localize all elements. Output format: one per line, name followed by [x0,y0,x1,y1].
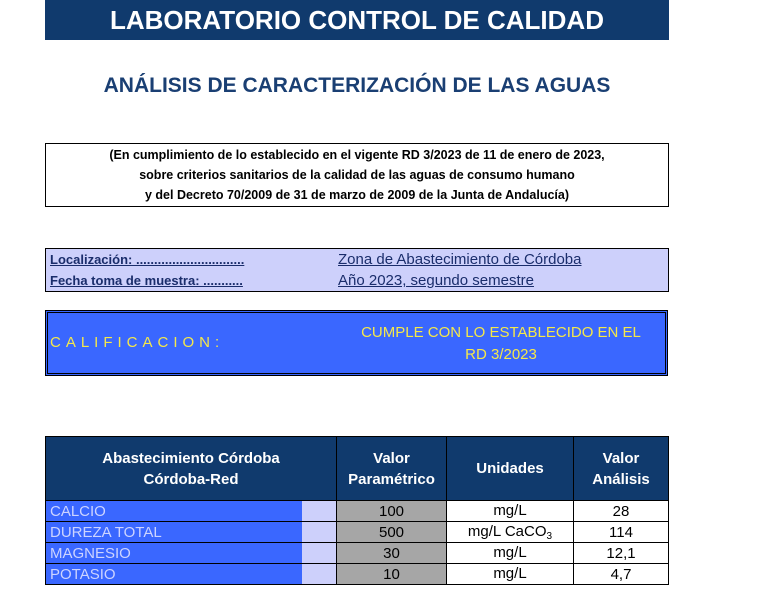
header-value-line-1: Valor [602,449,640,467]
parameter-name: DUREZA TOTAL [46,522,303,543]
parameter-name: CALCIO [46,501,303,522]
unit-text: mg/L [493,564,527,582]
fecha-label: Fecha toma de muestra: ........... [50,273,243,288]
unit-text: mg/L [493,543,527,561]
calificacion-label: CALIFICACION: [50,334,225,351]
analysis-value: 28 [574,501,669,522]
parametric-value: 500 [337,522,447,543]
analysis-subtitle: ANÁLISIS DE CARACTERIZACIÓN DE LAS AGUAS [103,74,611,97]
legal-line-1: (En cumplimiento de lo establecido en el vigente RD 3/2023 de 11 de enero de 2023, [109,148,605,162]
parametric-value: 100 [337,501,447,522]
unit-cell [447,543,574,564]
parameter-stub [302,522,337,543]
header-valor-parametrico [337,437,447,501]
localizacion-value: Zona de Abastecimiento de Córdoba [338,251,582,268]
table-row [46,564,669,585]
unit-cell [447,522,574,543]
lab-title-banner [45,0,669,40]
unit-text: mg/L [493,501,527,519]
table-row [46,522,669,543]
parametric-value: 30 [337,543,447,564]
parametric-value: 10 [337,564,447,585]
header-value-line-2: Análisis [592,470,650,488]
unit-text: mg/L CaCO [467,522,547,540]
header-valor-analisis [574,437,669,501]
legal-notice-box [45,143,669,207]
analysis-table [45,436,669,585]
calificacion-value-line-2: RD 3/2023 [465,346,537,363]
parameter-stub [302,501,337,522]
parameter-name: POTASIO [46,564,303,585]
unit-cell [447,564,574,585]
calificacion-value-line-1: CUMPLE CON LO ESTABLECIDO EN EL [361,324,641,341]
analysis-value: 12,1 [574,543,669,564]
parameter-stub [302,564,337,585]
fecha-row [46,271,668,291]
lab-title: LABORATORIO CONTROL DE CALIDAD [110,4,604,35]
header-name-line-1: Abastecimiento Córdoba [102,449,280,467]
header-abastecimiento [46,437,337,501]
table-row [46,501,669,522]
localizacion-label: Localización: .............................. [50,252,245,267]
analysis-value: 114 [574,522,669,543]
parameter-name: MAGNESIO [46,543,303,564]
unit-subscript: 3 [546,530,553,542]
analysis-value: 4,7 [574,564,669,585]
localizacion-row [46,250,668,270]
header-param-line-2: Paramétrico [348,470,435,488]
legal-line-3: y del Decreto 70/2009 de 31 de marzo de 2009 de la Junta de Andalucía) [144,188,570,202]
header-name-line-2: Córdoba-Red [143,470,239,488]
table-header-row [46,437,669,501]
parameter-stub [302,543,337,564]
header-param-line-1: Valor [373,449,410,467]
calificacion-value [346,322,656,366]
table-row [46,543,669,564]
legal-line-2: sobre criterios sanitarios de la calidad de las aguas de consumo humano [139,168,575,182]
header-unidades: Unidades [447,437,574,501]
fecha-value: Año 2023, segundo semestre [338,272,534,289]
unit-cell [447,501,574,522]
sample-info-box [45,248,669,292]
calificacion-box [45,310,668,376]
